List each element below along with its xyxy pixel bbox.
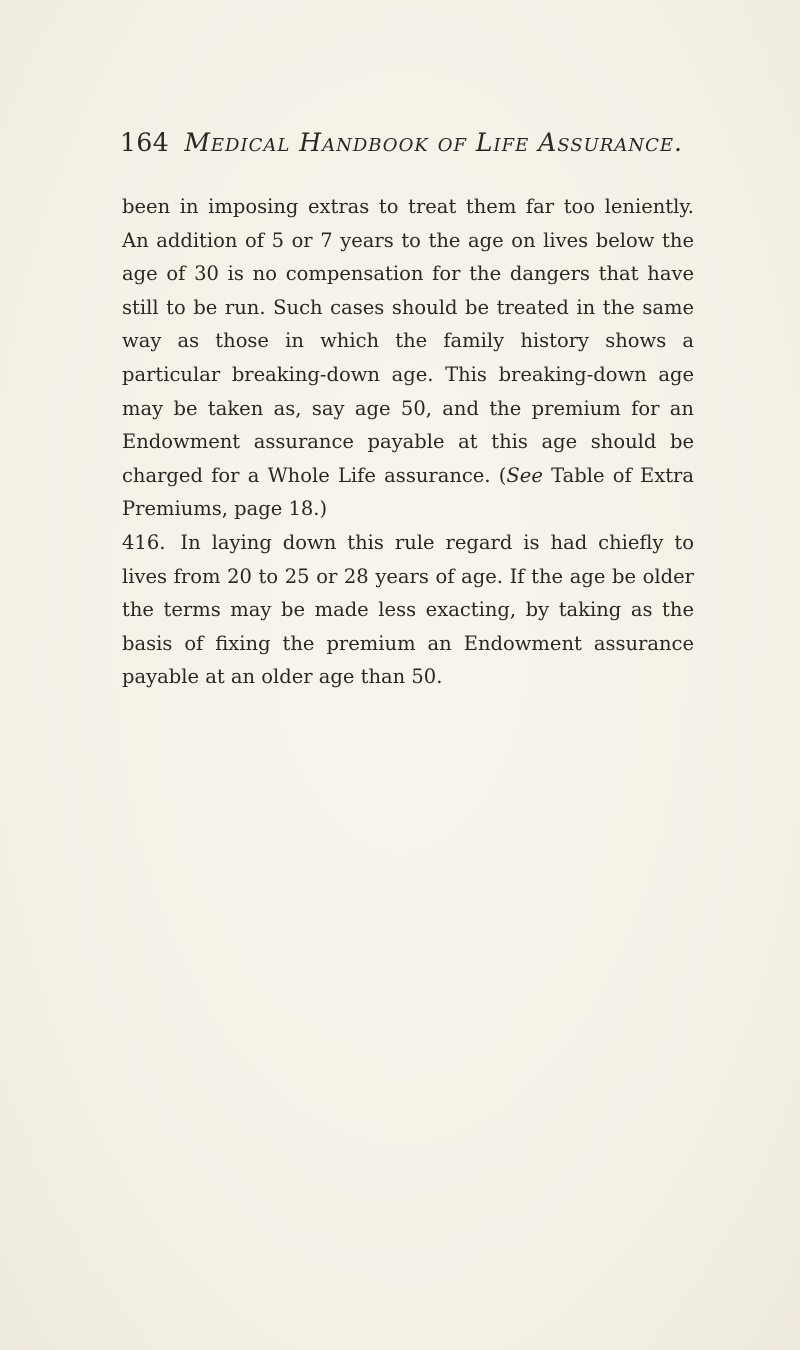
paragraph-416: [122, 526, 694, 694]
paragraph-text: In laying down this rule regard is had chiefly to lives from 20 to 25 or 28 years of age. If the age be older the terms may be made less exacting, by taking as the basis of fixing the premium an Endowment assurance payable at an older age than 50.: [122, 530, 695, 689]
running-title: Medical Handbook of Life Assurance.: [184, 128, 683, 157]
italic-reference: See: [506, 463, 543, 487]
body-text: [122, 190, 694, 694]
paragraph-text: been in imposing extras to treat them far too leniently. An addition of 5 or 7 years to the age on lives below the age of 30 is no compensation for the dangers that have still to be run. Such cases should be treated in the same way as those in which the family history shows a particular breaking-down age. This breaking-down age may be taken as, say age 50, and the premium for an Endowment assurance payable at this age should be charged for a Whole Life assurance. (: [122, 195, 694, 487]
paragraph-continued: [122, 190, 694, 526]
running-head: [120, 128, 760, 157]
page-number: 164: [120, 128, 170, 157]
paragraph-number: 416.: [122, 530, 166, 554]
paragraph-text-end: Table of Extra Premiums, page 18.): [122, 463, 694, 521]
